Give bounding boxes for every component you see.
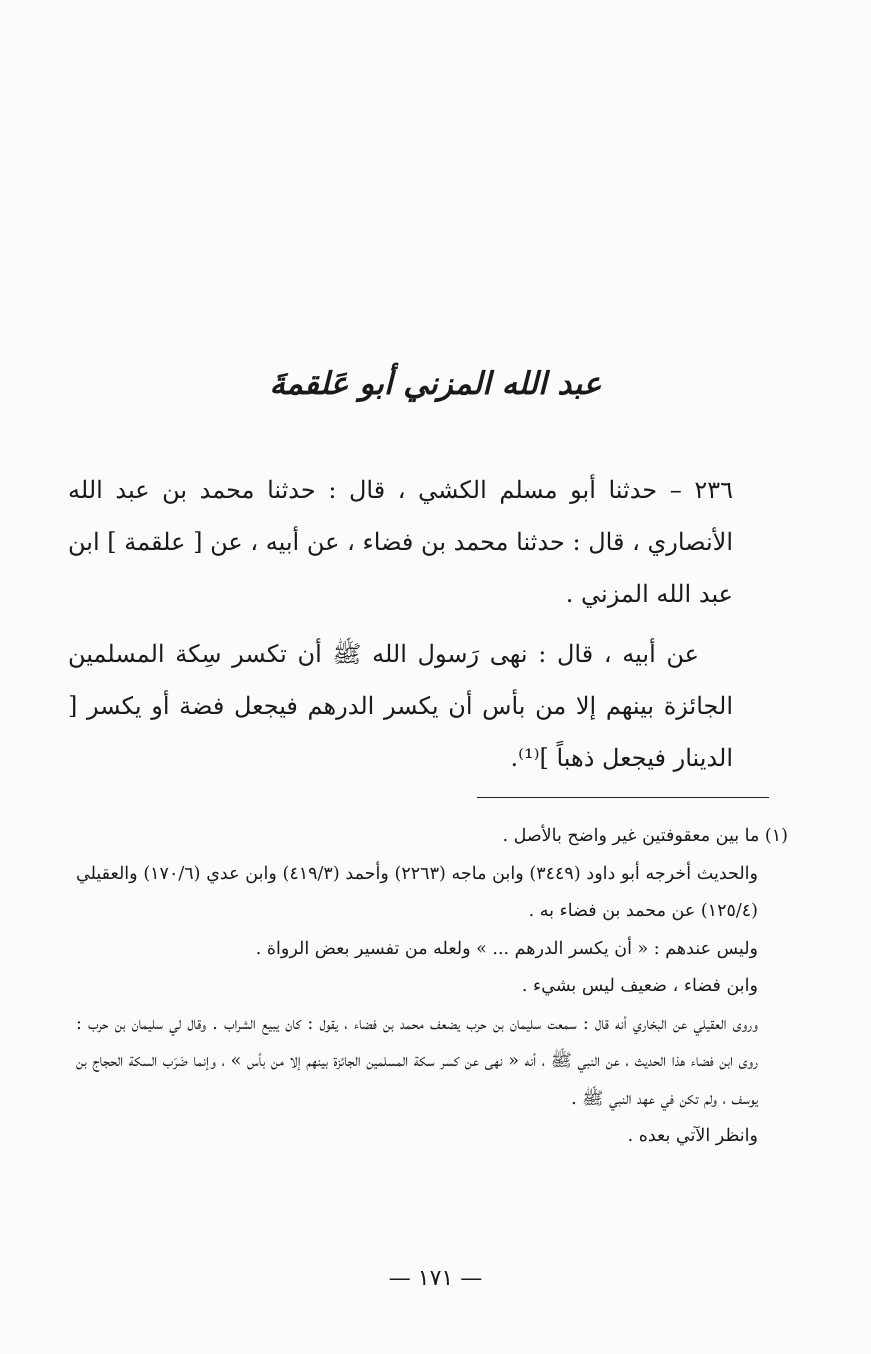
footnotes bbox=[76, 818, 788, 1156]
footnote-1: (١) ما بين معقوفتين غير واضح بالأصل . bbox=[502, 826, 788, 846]
section-title: عبد الله المزني أبو عَلقمةَ bbox=[269, 366, 602, 402]
footnote-takhrij: والحديث أخرجه أبو داود (٣٤٤٩) وابن ماجه (٢٢٦٣) وأحمد (٤١٩/٣) وابن عدي (١٧٠/٦) والعقيلي (١٢٥/٤) عن محمد بن فضاء به . bbox=[76, 863, 758, 921]
footnote-bukhari-quote: وروى العقيلي عن البخاري أنه قال : سمعت سليمان بن حرب يضعف محمد بن فضاء ، يقول : كان يبيع الشراب . وقال لي سليمان بن حرب : روى ابن فضاء هذا الحديث ، عن النبي ﷺ ، أنه « نهى عن كسر سكة المسلمين الجائزة بينهم إلا من بأس » ، وإنما ضَرَب السكة الحجاج بن يوسف ، ولم تكن في عهد النبي ﷺ . bbox=[76, 1013, 758, 1109]
hadith-matn-paragraph: عن أبيه ، قال : نهى رَسول الله ﷺ أن تكسر سِكة المسلمين الجائزة بينهم إلا من بأس أن يكسر الدرهم فيجعل فضة أو يكسر [ الدينار فيجعل ذهباً ]⁽¹⁾. bbox=[68, 640, 733, 772]
main-text bbox=[68, 464, 733, 784]
footnote-divider bbox=[477, 797, 769, 798]
footnote-see-next: وانظر الآتي بعده . bbox=[627, 1126, 758, 1146]
hadith-isnad-paragraph: ٢٣٦ – حدثنا أبو مسلم الكشي ، قال : حدثنا محمد بن عبد الله الأنصاري ، قال : حدثنا محمد بن فضاء ، عن أبيه ، عن [ علقمة ] ابن عبد الله المزني . bbox=[68, 476, 733, 608]
page-number: — ١٧١ — bbox=[388, 1266, 483, 1291]
footnote-grading: وابن فضاء ، ضعيف ليس بشيء . bbox=[521, 976, 758, 996]
footnote-note: وليس عندهم : « أن يكسر الدرهم ... » ولعله من تفسير بعض الرواة . bbox=[255, 938, 758, 959]
